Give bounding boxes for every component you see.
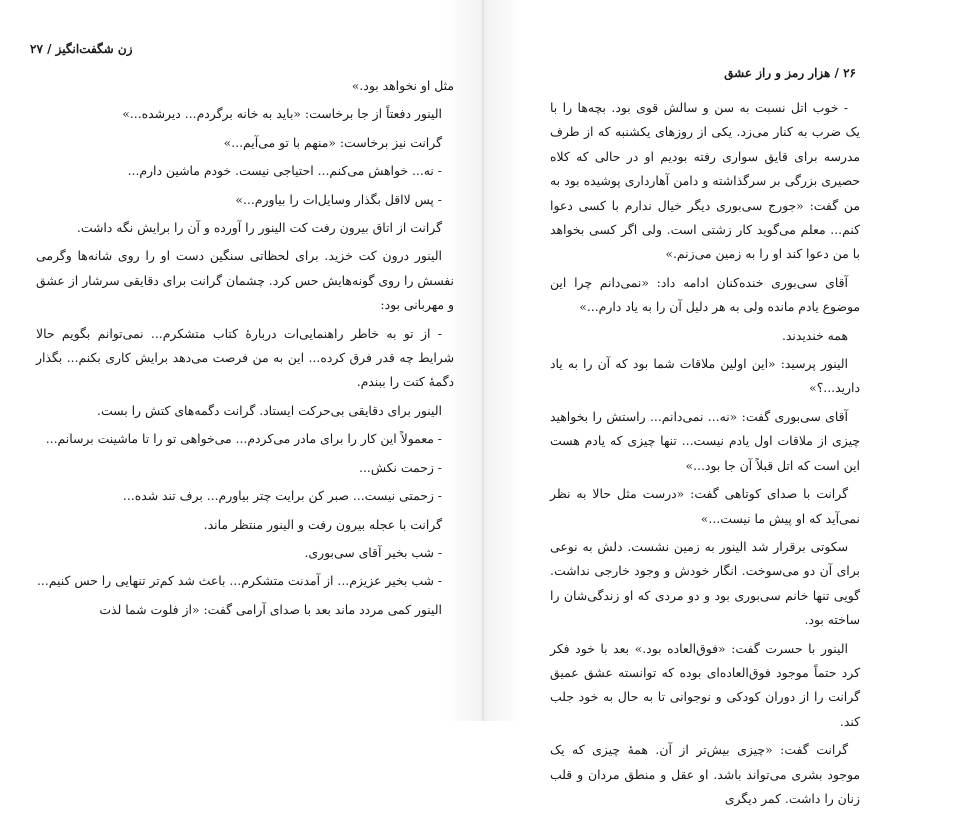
- paragraph: - شب بخیر عزیزم... از آمدنت متشکرم... باعث شد کم‌تر تنهایی را حس کنیم...: [36, 573, 442, 589]
- paragraph: الینور پرسید: «این اولین ملاقات شما بود که آن را به یاد دارید...؟»: [550, 356, 860, 396]
- paragraph: گرانت گفت: «چیزی بیش‌تر از آن. همهٔ چیزی که یک موجود بشری می‌تواند باشد. او عقل و منطق مردان و قلب زنان را داشت. کمر دیگری: [550, 742, 860, 806]
- paragraph: گرانت نیز برخاست: «منهم با تو می‌آیم...»: [223, 134, 442, 150]
- paragraph: - زحمتی نیست... صبر کن برایت چتر بیاورم... برف تند شده...: [122, 488, 442, 504]
- left-page: [0, 0, 484, 721]
- paragraph: - خوب اتل نسبت به سن و سالش قوی بود. بچه‌ها را با یک ضرب به کنار می‌زد. یکی از روزهای یکشنبه که از طرف مدرسه برای قایق سواری رفته بودیم او در حالی که کلاه حصیری بزرگی بر سرگذاشته و دامن آهارداری پوشیده بود به من گفت: «جورج سی‌بوری دیگر خیال ندارم با کسی دعوا کنم... معلم می‌گوید کار زشتی است. ولی اگر کسی بخواهد با من دعوا کند او را به زمین می‌زنم.»: [550, 100, 860, 262]
- paragraph: - پس لااقل بگذار وسایل‌ات را بیاورم...»: [235, 191, 442, 207]
- paragraph: - نه... خواهش می‌کنم... احتیاجی نیست. خودم ماشین دارم...: [127, 163, 442, 179]
- paragraph: گرانت با عجله بیرون رفت و الینور منتظر ماند.: [203, 516, 442, 532]
- paragraph: الینور برای دقایقی بی‌حرکت ایستاد. گرانت دگمه‌های کتش را بست.: [97, 402, 442, 418]
- paragraph: مثل او نخواهد بود.»: [351, 78, 454, 93]
- paragraph: آقای سی‌بوری گفت: «نه... نمی‌دانم... راستش را بخواهید چیزی از ملاقات اول یادم نیست... تنها چیزی که یادم هست این است که اتل قبلاً آن جا بود...»: [550, 408, 860, 473]
- paragraph: - زحمت نکش...: [359, 459, 442, 475]
- paragraph: الینور دفعتاً از جا برخاست: «باید به خانه برگردم... دیرشده...»: [122, 106, 442, 122]
- paragraph: گرانت با صدای کوتاهی گفت: «درست مثل حالا به نظر نمی‌آید که او پیش ما نیست...»: [550, 486, 860, 526]
- paragraph: - از تو به خاطر راهنمایی‌ات دربارهٔ کتاب متشکرم... نمی‌توانم بگویم حالا شرایط چه قدر فرق کرده... این به من فرصت می‌دهد برایش کاری بکنم... بگذار دگمهٔ کتت را ببندم.: [36, 325, 454, 390]
- paragraph: الینور کمی مردد ماند بعد با صدای آرامی گفت: «از فلوت شما لذت: [99, 601, 442, 617]
- paragraph: الینور با حسرت گفت: «فوق‌العاده بود.» بعد با خود فکر کرد حتماً موجود فوق‌العاده‌ای بوده که توانسته عشق عمیق گرانت را از دوران کودکی و نوجوانی تا به حال به خود جلب کند.: [550, 640, 860, 729]
- paragraph: - معمولاً این کار را برای مادر می‌کردم... می‌خواهی تو را تا ماشینت برسانم...: [45, 431, 442, 447]
- paragraph: آقای سی‌بوری خنده‌کنان ادامه داد: «نمی‌دانم چرا این موضوع یادم مانده ولی به هر دلیل آن را به یاد دارم...»: [550, 274, 860, 315]
- right-page-text: [550, 96, 860, 815]
- right-page: [484, 0, 966, 806]
- paragraph: - شب بخیر آقای سی‌بوری.: [304, 544, 442, 560]
- paragraph: الینور درون کت خزید. برای لحظاتی سنگین دست او را روی شانه‌ها وگرمی نفسش را روی گونه‌هایش حس کرد. چشمان گرانت برای دقایقی سرشار از عشق و مهربانی بود:: [36, 248, 454, 313]
- paragraph: سکوتی برقرار شد الینور به زمین نشست. دلش به نوعی برای آن دو می‌سوخت. انگار خودش و وجود خارجی نداشت. گویی تنها خانم سی‌بوری بود و دو مردی که او زندگی‌شان را ساخته بود.: [550, 538, 860, 628]
- paragraph: گرانت از اتاق بیرون رفت کت الینور را آورده و آن را برایش نگه داشت.: [76, 220, 442, 236]
- running-head-left: زن شگفت‌انگیز / ۲۷: [30, 42, 133, 56]
- running-head-right: ۲۶ / هزار رمز و راز عشق: [724, 66, 856, 80]
- left-page-text: [36, 74, 454, 626]
- paragraph: همه خندیدند.: [781, 327, 848, 343]
